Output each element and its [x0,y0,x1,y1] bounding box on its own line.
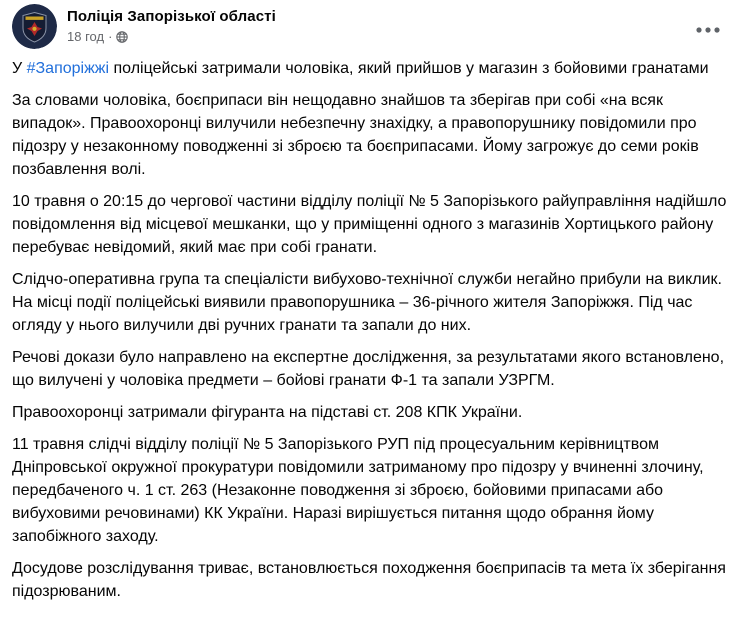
post-header [12,4,732,49]
globe-icon [116,31,128,43]
post-timestamp[interactable]: 18 год [67,29,105,44]
ellipsis-icon [695,21,721,39]
intro-prefix: У [12,60,27,77]
post-meta [67,29,276,45]
post-body [12,57,732,603]
post-paragraph: 11 травня слідчі відділу поліції № 5 Запорізького РУП під процесуальним керівництвом Дніпровської окружної прокуратури повідомили затриманому про підозру у вчиненні злочину, передбаченого ч. 1 ст. 263 (Незаконне поводження зі зброєю, бойовими припасами або вибуховими речовинами) КК України. Наразі вирішується питання щодо обрання йому запобіжного заходу. [12,436,704,545]
post-paragraph: Речові докази було направлено на експертне дослідження, за результатами якого встановлено, що вилучені у чоловіка предмети – бойові гранати Ф-1 та запали УЗРГМ. [12,349,725,389]
post-paragraph: 10 травня о 20:15 до чергової частини відділу поліції № 5 Запорізького райуправління надійшло повідомлення від місцевої мешканки, що у приміщенні одного з магазинів Хортицького району перебуває невідомий, який має при собі гранати. [12,193,727,256]
police-shield-emblem-icon [12,36,57,49]
hashtag-link[interactable]: #Запоріжжі [26,60,110,77]
post-paragraph: За словами чоловіка, боєприпаси він нещодавно знайшов та зберігав при собі «на всяк випадок». Правоохоронці вилучили небезпечну знахідку, а правопорушнику повідомили про підозру у незаконному поводженні зі зброєю та боєприпасами. Йому загрожує до семи років позбавлення волі. [12,92,699,178]
page-name-link[interactable]: Поліція Запорізької області [67,8,276,25]
intro-suffix: поліцейські затримали чоловіка, який прийшов у магазин з бойовими гранатами [109,60,709,77]
post-paragraph: Досудове розслідування триває, встановлюється походження боєприпасів та мета їх зберігання підозрюваним. [12,560,726,600]
page-avatar[interactable] [12,4,57,49]
more-options-button[interactable] [692,18,724,42]
post-paragraph: Правоохоронці затримали фігуранта на підставі ст. 208 КПК України. [12,404,523,421]
post-paragraph: Слідчо-оперативна група та спеціалісти вибухово-технічної служби негайно прибули на виклик. На місці події поліцейські виявили правопорушника – 36-річного жителя Запоріжжя. Під час огляду у нього вилучили дві ручних гранати та запали до них. [12,271,722,334]
post-header-text [67,4,276,45]
meta-separator: · [108,29,113,44]
post-paragraph-intro [12,57,732,80]
